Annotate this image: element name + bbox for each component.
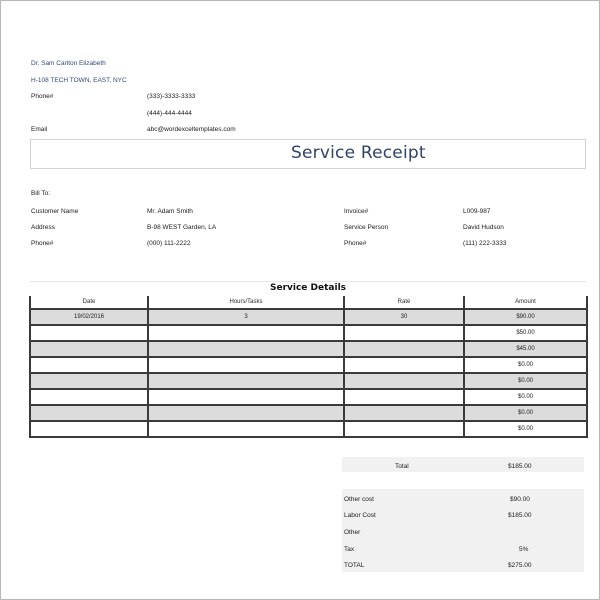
company-phone-1: (333)-3333-3333 [147,93,196,100]
other-cost-label: Other cost [344,496,374,503]
cell-date [30,373,148,389]
cell-rate [344,341,464,357]
cell-date: 19/02/2016 [30,309,148,325]
table-header-row [30,296,587,309]
service-phone: (111) 222-3333 [463,240,507,247]
cell-date [30,405,148,421]
cell-rate [344,373,464,389]
cell-amount: $0.00 [464,421,587,437]
cell-rate [344,325,464,341]
company-phone-label: Phone# [31,93,54,100]
other-label: Other [344,529,361,536]
customer-address: B-98 WEST Garden, LA [147,224,217,231]
cell-hours [148,341,344,357]
service-person: David Hudson [463,224,504,231]
table-row [30,405,587,421]
table-row [30,325,587,341]
cell-hours [148,405,344,421]
customer-address-label: Address [31,224,55,231]
cell-amount: $90.00 [464,309,587,325]
cell-rate [344,357,464,373]
tax-label: Tax [344,546,355,553]
invoice-number: L009-987 [463,208,491,215]
table-row [30,357,587,373]
labor-cost-value: $185.00 [508,512,532,519]
total-label: Total [395,463,409,470]
tax-value: 5% [519,546,529,553]
cell-hours [148,325,344,341]
cell-amount: $45.00 [464,341,587,357]
cell-date [30,389,148,405]
service-person-label: Service Person [344,224,389,231]
cell-amount: $0.00 [464,357,587,373]
cell-hours [148,373,344,389]
bill-to-heading: Bill To: [31,190,51,197]
total-value: $185.00 [508,463,532,470]
cell-amount: $0.00 [464,389,587,405]
grand-total-label: TOTAL [344,562,365,569]
table-row [30,341,587,357]
labor-cost-label: Labor Cost [344,512,376,519]
column-header-rate: Rate [344,296,464,309]
cell-hours: 3 [148,309,344,325]
company-phone-2: (444)-444-4444 [147,110,192,117]
cell-rate: 30 [344,309,464,325]
cell-amount: $50.00 [464,325,587,341]
column-header-amount: Amount [464,296,587,309]
cell-rate [344,405,464,421]
other-cost-value: $90.00 [510,496,530,503]
page-title: Service Receipt [291,143,426,163]
grand-total-value: $275.00 [508,562,532,569]
cell-date [30,421,148,437]
company-email-label: Email [31,126,48,133]
total-box [342,457,584,472]
company-name: Dr. Sam Carlton Elizabeth [31,60,106,67]
customer-name: Mr. Adam Smith [147,208,193,215]
table-row [30,373,587,389]
column-header-date: Date [30,296,148,309]
cell-amount: $0.00 [464,405,587,421]
column-header-hours: Hours/Tasks [148,296,344,309]
cell-hours [148,421,344,437]
company-address: H-108 TECH TOWN, EAST, NYC [31,77,127,84]
customer-phone-label: Phone# [31,240,54,247]
invoice-label: Invoice# [344,208,369,215]
customer-name-label: Customer Name [31,208,79,215]
customer-phone: (000) 111-2222 [147,240,191,247]
cell-date [30,341,148,357]
service-phone-label: Phone# [344,240,367,247]
table-row [30,421,587,437]
service-details-top-rule [30,281,586,282]
service-details-table [29,296,588,438]
cell-rate [344,421,464,437]
cell-hours [148,389,344,405]
cell-rate [344,389,464,405]
service-details-title: Service Details [269,283,347,293]
cell-date [30,357,148,373]
cell-hours [148,357,344,373]
table-row [30,309,587,325]
company-email: abc@wordexceltemplates.com [147,126,236,133]
table-row [30,389,587,405]
summary-box [342,489,584,572]
cell-amount: $0.00 [464,373,587,389]
cell-date [30,325,148,341]
